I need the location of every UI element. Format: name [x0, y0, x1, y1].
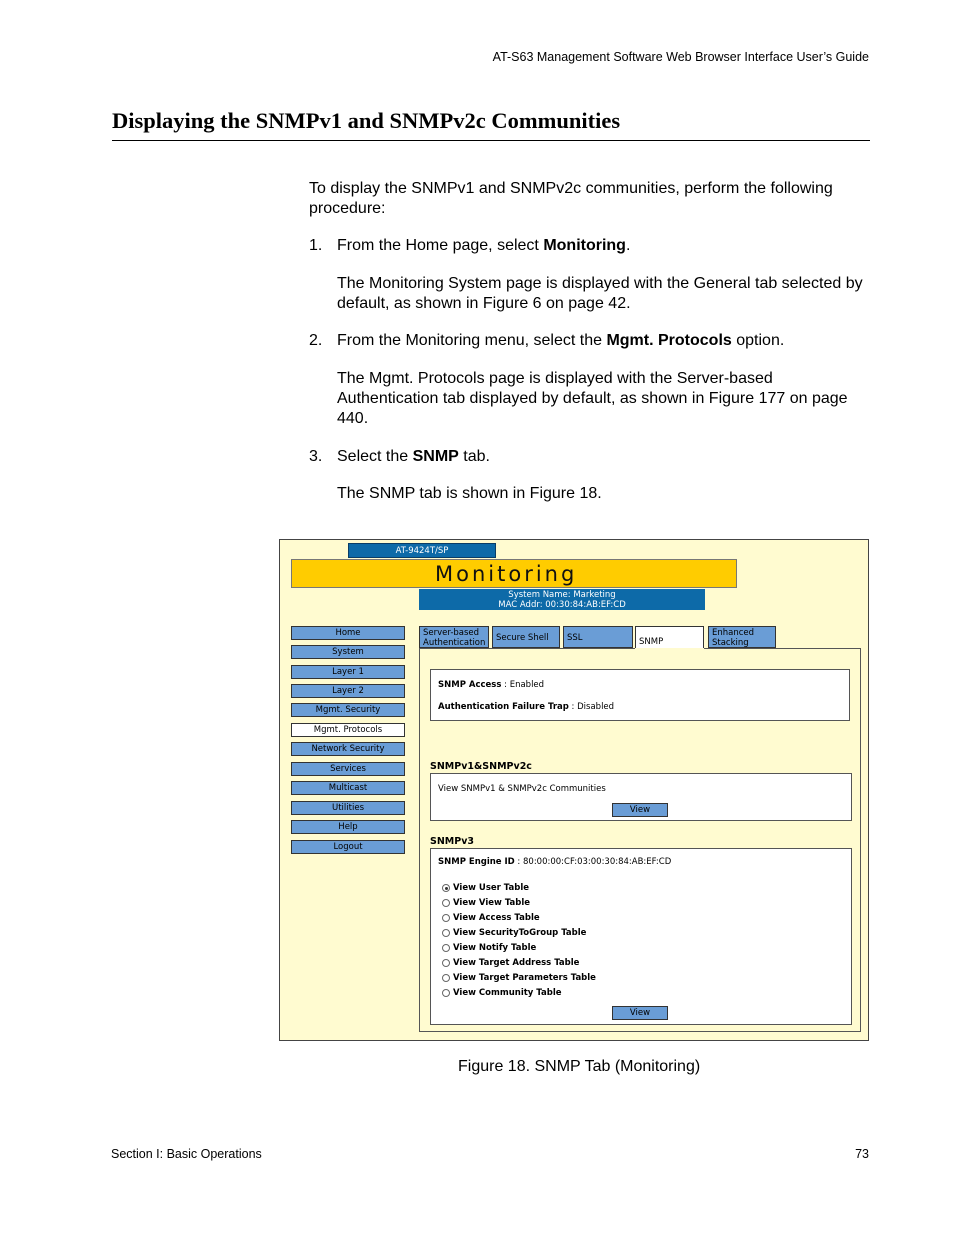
page-number: 73 [855, 1147, 869, 1161]
step-number: 2. [309, 332, 323, 349]
radio-icon[interactable] [442, 914, 450, 922]
radio-icon[interactable] [442, 929, 450, 937]
tab-secure-shell[interactable]: Secure Shell [492, 626, 560, 648]
nav-logout[interactable]: Logout [291, 840, 405, 854]
step-note: The Mgmt. Protocols page is displayed with the Server-based Authentication tab displayed by default, as shown in Figure 177 on page 440. [337, 370, 848, 427]
intro-paragraph: To display the SNMPv1 and SNMPv2c communities, perform the following procedure: [309, 180, 833, 217]
system-info-bar [419, 589, 705, 610]
nav-utilities[interactable]: Utilities [291, 801, 405, 815]
snmpv1-v2c-heading: SNMPv1&SNMPv2c [430, 761, 532, 772]
snmp-status-box [430, 669, 850, 721]
title-rule [112, 140, 870, 141]
nav-system[interactable]: System [291, 645, 405, 659]
panel-top-border [419, 648, 635, 649]
running-head: AT-S63 Management Software Web Browser Interface User’s Guide [492, 50, 869, 64]
snmpv1-v2c-box [430, 773, 852, 821]
step-note: The SNMP tab is shown in Figure 18. [337, 485, 602, 502]
figure-caption: Figure 18. SNMP Tab (Monitoring) [458, 1058, 701, 1075]
auth-failure-trap: Authentication Failure Trap : Disabled [438, 702, 615, 712]
nav-home[interactable]: Home [291, 626, 405, 640]
radio-icon[interactable] [442, 959, 450, 967]
panel-top-border [704, 648, 861, 649]
radio-icon[interactable] [442, 899, 450, 907]
nav-layer-1[interactable]: Layer 1 [291, 665, 405, 679]
snmpv3-heading: SNMPv3 [430, 836, 475, 847]
view-communities-button[interactable]: View [612, 803, 668, 817]
step-note: The Monitoring System page is displayed with the General tab selected by default, as shown in Figure 6 on page 42. [337, 275, 863, 312]
nav-help[interactable]: Help [291, 820, 405, 834]
view-v3-button[interactable]: View [612, 1006, 668, 1020]
nav-services[interactable]: Services [291, 762, 405, 776]
step-instruction: From the Monitoring menu, select the Mgmt. Protocols option. [337, 332, 785, 349]
tab-snmp[interactable]: SNMP [635, 626, 704, 650]
radio-icon[interactable] [442, 974, 450, 982]
radio-icon[interactable] [442, 944, 450, 952]
step-instruction: From the Home page, select Monitoring. [337, 237, 631, 254]
nav-layer-2[interactable]: Layer 2 [291, 684, 405, 698]
step-number: 1. [309, 237, 323, 254]
snmp-tab-screenshot [279, 539, 869, 1041]
nav-mgmt-protocols[interactable]: Mgmt. Protocols [291, 723, 405, 737]
step-instruction: Select the SNMP tab. [337, 448, 490, 465]
tab-enhanced-stacking[interactable]: Enhanced Stacking [708, 626, 776, 648]
nav-multicast[interactable]: Multicast [291, 781, 405, 795]
radio-selected-icon[interactable] [442, 884, 450, 892]
system-name: System Name: Marketing [508, 590, 616, 600]
snmp-engine-id: SNMP Engine ID : 80:00:00:CF:03:00:30:84:AB:EF:CD [438, 857, 672, 867]
tab-server-based-authentication[interactable]: Server-based Authentication [419, 626, 489, 648]
tab-ssl[interactable]: SSL [563, 626, 633, 648]
chapter-title: Displaying the SNMPv1 and SNMPv2c Communities [112, 108, 621, 133]
step-number: 3. [309, 448, 323, 465]
radio-icon[interactable] [442, 989, 450, 997]
view-communities-label: View SNMPv1 & SNMPv2c Communities [438, 784, 606, 794]
nav-network-security[interactable]: Network Security [291, 742, 405, 756]
footer-section: Section I: Basic Operations [111, 1147, 262, 1161]
snmp-access: SNMP Access : Enabled [438, 680, 545, 690]
mac-address: MAC Addr: 00:30:84:AB:EF:CD [498, 600, 626, 610]
model-label: AT-9424T/SP [348, 543, 496, 558]
snmpv3-box: SNMP Engine ID : 80:00:00:CF:03:00:30:84:AB:EF:CD View User Table View View Table View Access Table View SecurityToGroup Table View Notify Table View Target Address Table View Target Parameters Table View Community Table View [430, 848, 852, 1025]
nav-mgmt-security[interactable]: Mgmt. Security [291, 703, 405, 717]
monitoring-banner: Monitoring [291, 559, 737, 588]
